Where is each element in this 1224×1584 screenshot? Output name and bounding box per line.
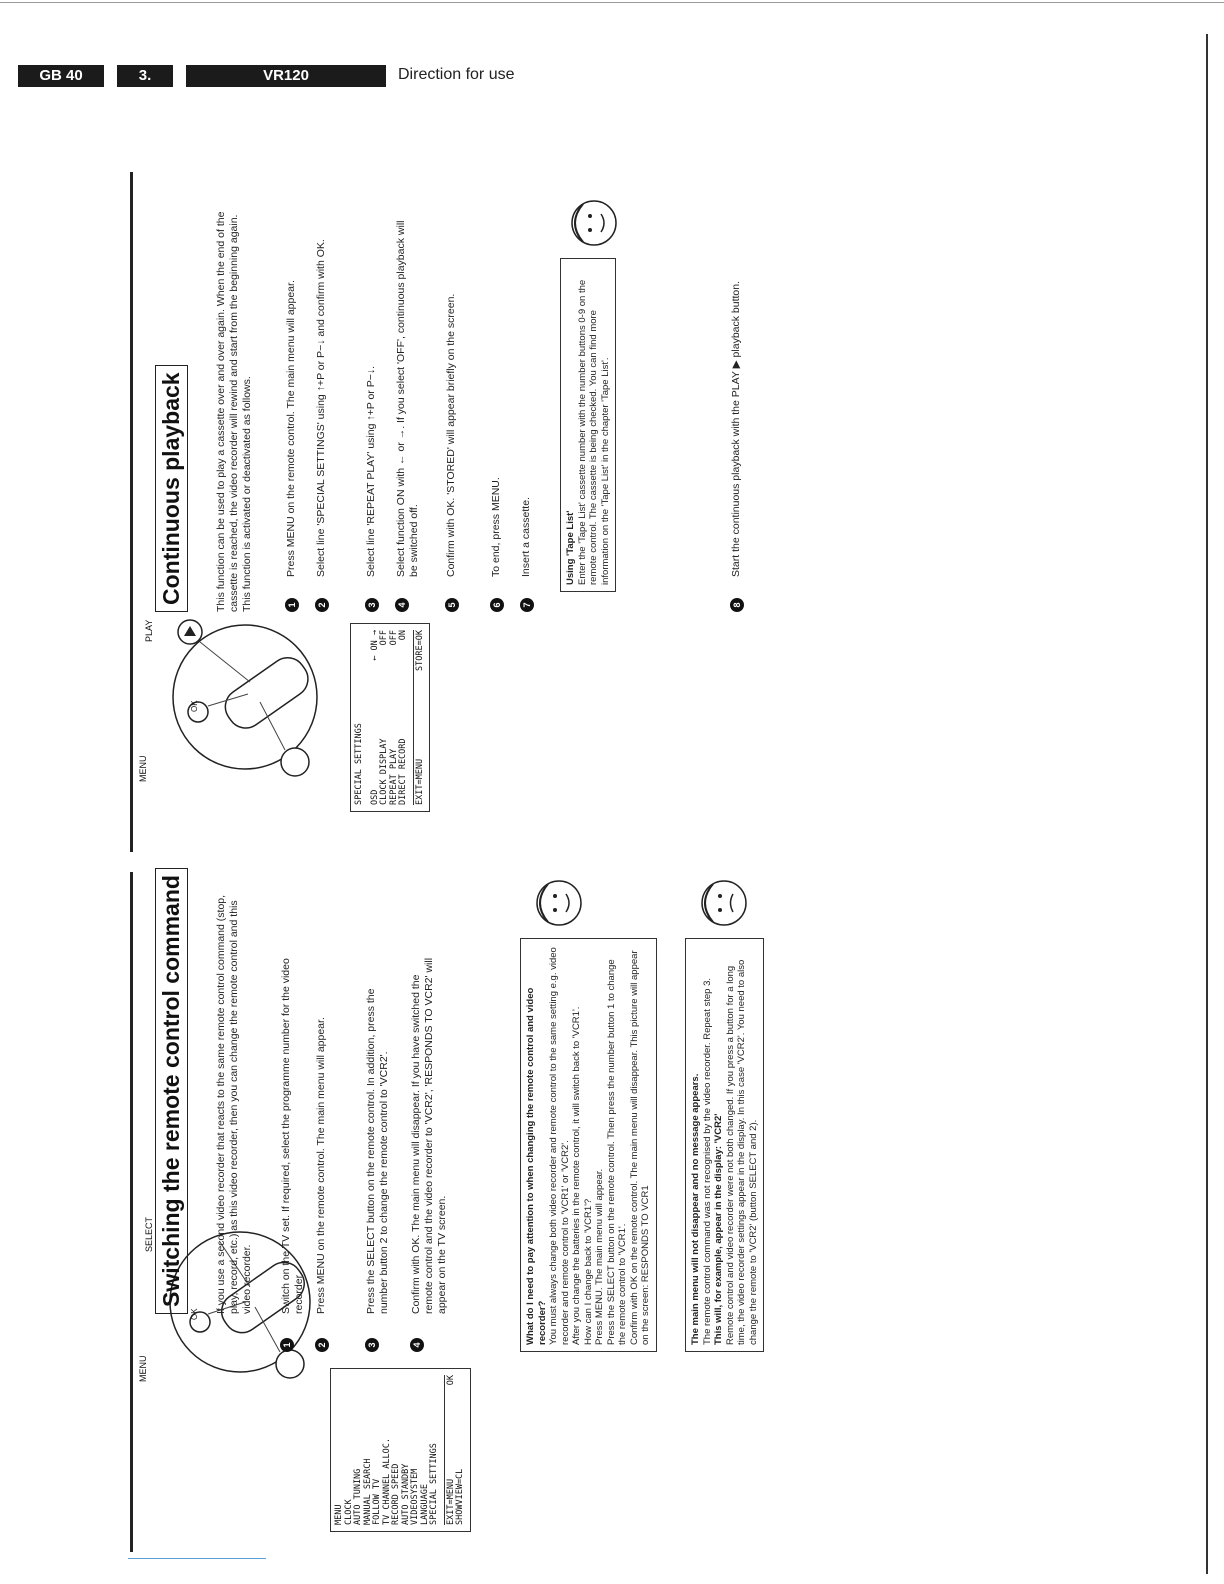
tip-line: Press the SELECT button on the remote control. Then press the number button 1 to change the remote control to 'VCR1'.	[605, 959, 628, 1345]
setting-name: CLOCK DISPLAY	[379, 738, 389, 805]
screen-footer-right: OK	[445, 1375, 456, 1386]
tip-line: After you change the batteries in the remote control, it will switch back to 'VCR1'.	[571, 1006, 582, 1345]
tip-title: What do I need to pay attention to when changing the remote control and video recorder?	[525, 987, 548, 1345]
tv-special-settings-screen	[350, 623, 430, 812]
tape-list-tip-box	[560, 258, 616, 592]
step-text: Select line 'SPECIAL SETTINGS' using ↑+P or P−↓ and confirm with OK.	[315, 239, 327, 577]
trouble-line: Remote control and video recorder were not both changed. If you press a button for a long time, the video recorder settings appear in the display. In this case 'VCR2'. You need to also change the remote to 'VCR2' (button SELECT and 2).	[724, 959, 759, 1345]
section-remote-command	[120, 852, 1210, 1552]
step-number-badge: 4	[395, 598, 409, 612]
step-number-badge: 1	[285, 598, 299, 612]
rotated-manual-page	[120, 142, 1210, 1552]
remote-illustration-play	[160, 612, 330, 782]
tv-main-menu-screen	[330, 1368, 471, 1532]
tip-line: Press MENU. The main menu will appear.	[594, 1168, 605, 1345]
step-text: Select function ON with ← or →. If you select 'OFF', continuous playback will be switched off.	[395, 220, 420, 577]
step-text: Confirm with OK. The main menu will disappear. If you have switched the remote control and the video recorder to 'VCR2', 'RESPONDS TO VCR2' will appear on the TV screen.	[410, 957, 448, 1314]
footer-rule	[128, 1558, 266, 1559]
chapter-tab: 3.	[117, 65, 173, 87]
intro-text: If you use a second video recorder that reacts to the same remote control command (stop, play, record, etc.) as this video recorder, then you can change the remote control and this video recorder.	[215, 894, 253, 1314]
step-text: Switch on the TV set. If required, select the programme number for the video recorder.	[280, 958, 305, 1314]
troubleshooting-box	[685, 938, 764, 1352]
tip-text-2: Enter the 'Tape List' cassette number with the number buttons 0-9 on the remote control. The cassette is being checked. You can find more information on the 'Tape List' in the chapter 'Tape List'.	[576, 279, 611, 585]
screen-menu-item: AUTO TUNING	[353, 1468, 363, 1525]
step-text: Select line 'REPEAT PLAY' using ↑+P or P−↓.	[365, 365, 377, 577]
step-text: Press MENU on the remote control. The main menu will appear.	[315, 1017, 327, 1314]
label-ok: OK	[190, 1308, 199, 1320]
character-face-icon	[530, 874, 593, 932]
tip-box	[520, 938, 657, 1352]
step-number-badge: 2	[315, 1338, 329, 1352]
step-text: To end, press MENU.	[490, 477, 502, 577]
screen-menu-item: MENU	[334, 1504, 344, 1525]
step-number-badge: 8	[730, 598, 744, 612]
setting-name: DIRECT RECORD	[398, 738, 408, 805]
step-text: Press the SELECT button on the remote control. In addition, press the number button 2 to change the remote control to 'VCR2'.	[365, 988, 390, 1314]
step-number-badge: 5	[445, 598, 459, 612]
section-top-bar	[130, 872, 133, 1552]
step-text: Confirm with OK. 'STORED' will appear briefly on the screen.	[445, 293, 457, 577]
screen-footer-showview: SHOWVIEW=CL	[455, 1468, 465, 1525]
section-title: Direction for use	[398, 66, 515, 83]
step-number-badge: 3	[365, 1338, 379, 1352]
section-top-bar-2	[130, 172, 133, 852]
label-menu-2: MENU	[138, 755, 148, 782]
tip-line: How can I change back to 'VCR1'?	[582, 1198, 594, 1345]
screen-menu-item: RECORD SPEED	[391, 1463, 401, 1525]
intro-text-2: This function can be used to play a cassette over and over again. When the end of the cassette is reached, the video recorder will rewind and start from the beginning again. This function is activated or deactivated as follows.	[215, 211, 253, 612]
screen-menu-item: MANUAL SEARCH	[362, 1458, 373, 1525]
screen-title: SPECIAL SETTINGS	[354, 723, 364, 805]
setting-value: ← ON →	[369, 630, 380, 661]
trouble-line: The remote control command was not recognised by the video recorder. Repeat step 3.	[701, 977, 713, 1345]
label-select: SELECT	[144, 1216, 154, 1252]
step-number-badge: 2	[315, 598, 329, 612]
screen-menu-item: LANGUAGE	[419, 1484, 430, 1525]
screen-menu-item: VIDEOSYSTEM	[410, 1468, 420, 1525]
screen-settings-rows	[371, 630, 409, 805]
section-title-playback: Continuous playback	[155, 365, 188, 612]
setting-value: ON	[398, 630, 408, 641]
step-number-badge: 7	[520, 598, 534, 612]
top-rule	[0, 2, 1224, 3]
label-play: PLAY	[144, 619, 154, 642]
screen-menu-item: FOLLOW TV	[372, 1478, 382, 1525]
page-code-tab: GB 40	[18, 65, 104, 87]
step-number-badge: 3	[365, 598, 379, 612]
screen-setting-row	[399, 630, 409, 805]
trouble-lines	[690, 945, 759, 1345]
screen-menu-item: AUTO STANDBY	[400, 1463, 411, 1525]
step-number-badge: 1	[280, 1338, 294, 1352]
label-ok-2: OK	[190, 700, 199, 712]
screen-menu-item: SPECIAL SETTINGS	[429, 1443, 439, 1525]
section-continuous-playback	[120, 152, 1210, 852]
setting-name: OSD	[369, 789, 380, 805]
step-number-badge: 6	[490, 598, 504, 612]
label-menu: MENU	[138, 1355, 148, 1382]
screen-menu-item: TV CHANNEL ALLOC.	[381, 1438, 392, 1525]
screen-menu-item: CLOCK	[343, 1499, 354, 1525]
character-face-icon-3	[565, 194, 628, 252]
setting-value: OFF	[388, 630, 399, 646]
tip-line: Confirm with OK on the remote control. The main menu will disappear. This picture will appear on the screen: RESPONDS TO VCR1	[628, 950, 651, 1345]
tip-lines	[548, 945, 652, 1345]
character-face-icon-2	[695, 874, 758, 932]
tip-title-2: Using 'Tape List'	[565, 510, 576, 585]
step-text: Insert a cassette.	[520, 497, 532, 577]
step-number-badge: 4	[410, 1338, 424, 1352]
screen-footer-right-2: STORE=OK	[414, 630, 425, 671]
section-title-remote: Switching the remote control command	[155, 868, 188, 1314]
screen-menu-list	[335, 1375, 440, 1525]
setting-value: OFF	[379, 630, 389, 646]
tip-line: You must always change both video recorder and remote control to the same setting e.g. video recorder and remote control to 'VCR1' or 'VCR2'.	[548, 947, 571, 1345]
step-text: Press MENU on the remote control. The main menu will appear.	[285, 280, 297, 577]
trouble-line: This will, for example, appear in the display: 'VCR2'	[713, 1113, 724, 1345]
screen-footer-left: EXIT=MENU	[445, 1478, 456, 1525]
screen-footer-left-2: EXIT=MENU	[414, 758, 425, 805]
setting-name: REPEAT PLAY	[388, 748, 399, 805]
model-tab: VR120	[186, 65, 386, 87]
step-text: Start the continuous playback with the PLAY ▶ playback button.	[730, 280, 742, 577]
trouble-line: The main menu will not disappear and no message appears.	[690, 1073, 701, 1345]
